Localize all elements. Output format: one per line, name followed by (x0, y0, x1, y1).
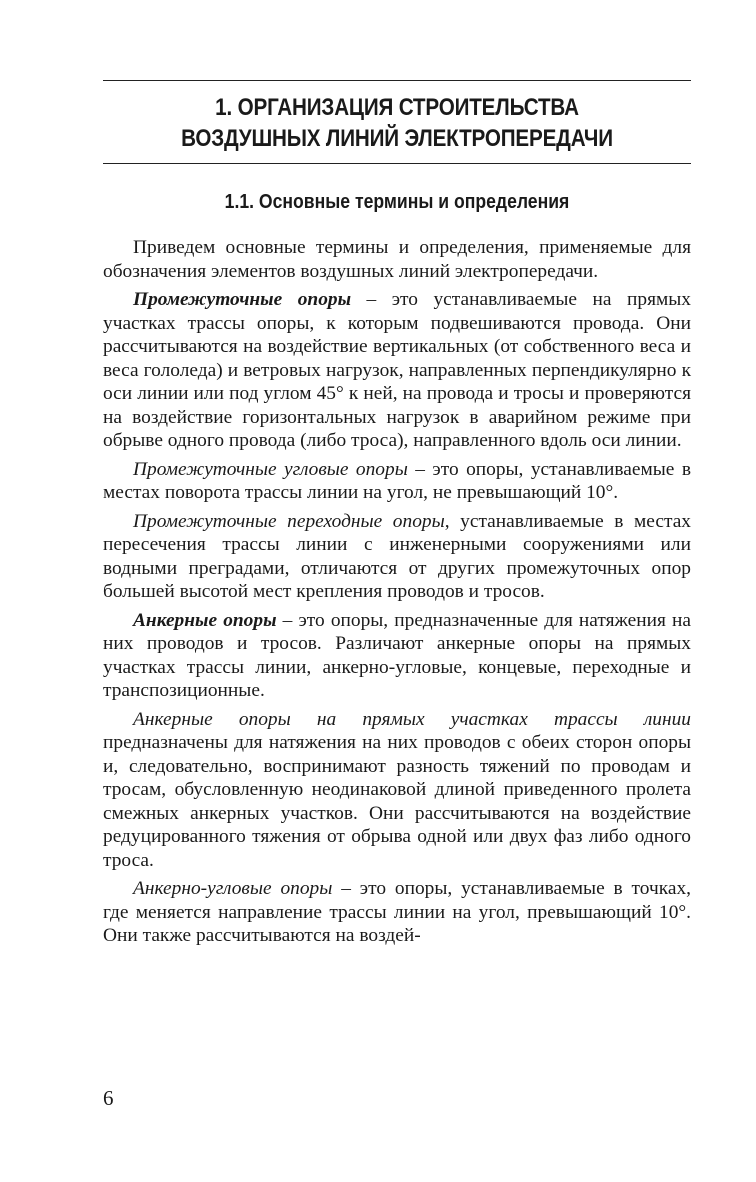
paragraph-anchor-straight-supports (103, 708, 691, 873)
page-number: 6 (103, 1086, 114, 1110)
bottom-rule (103, 163, 691, 164)
body-text (103, 236, 691, 948)
book-page (103, 0, 691, 1182)
term-bold-italic: Промежуточные опоры (133, 289, 352, 310)
paragraph-anchor-supports (103, 609, 691, 703)
paragraph-text: предназначены для натяжения на них проводов с обеих сторон опоры и, следовательно, воспринимают разность тяжений по проводам и тросам, обусловленную неодинаковой длиной приведенного пролета смежных анкерных участков. Они рассчитываются на воздействие редуцированного тяжения от обрыва одной или двух фаз либо одного троса. (103, 732, 691, 871)
paragraph-text: , устанавливаемые в местах пересечения трассы линии с инженерными сооружениями или водными преградами, отличаются от других промежуточных опор большей высотой мест крепления проводов и тросов. (103, 510, 691, 602)
paragraph-intermediate-supports (103, 288, 691, 453)
paragraph-text: – это опоры, предназначенные для натяжения на них проводов и тросов. Различают анкерные опоры на прямых участках трассы линии, анкерно-угловые, концевые, переходные и транспозиционные. (103, 609, 692, 701)
chapter-title (144, 92, 650, 154)
term-bold-italic: Анкерные опоры (133, 609, 277, 631)
paragraph-intro (103, 236, 691, 283)
paragraph-text: Приведем основные термины и определения, применяемые для обозначения элементов воздушных линий электропередачи. (103, 237, 691, 282)
chapter-title-line-2: ВОЗДУШНЫХ ЛИНИЙ ЭЛЕКТРОПЕРЕДАЧИ (181, 125, 613, 152)
top-rule (103, 80, 691, 81)
paragraph-intermediate-angle-supports (103, 458, 691, 505)
paragraph-intermediate-transition-supports (103, 510, 691, 604)
term-italic: Промежуточные угловые опоры (133, 458, 408, 480)
paragraph-text: – это устанавливаемые на прямых участках трассы опоры, к которым подвешиваются провода. Они рассчитываются на воздействие вертикальных (от собственного веса и веса гололеда) и ветровых нагрузок, направленных перпендикулярно к оси линии или под углом 45° к ней, на провода и тросы и проверяются на воздействие горизонтальных нагрузок в аварийном режиме при обрыве одного провода (либо троса), направленного вдоль оси линии. (103, 289, 691, 451)
section-title: 1.1. Основные термины и определения (224, 191, 570, 213)
term-italic: Промежуточные переходные опоры (133, 510, 445, 532)
term-italic: Анкерные опоры на прямых участках трассы линии (133, 708, 691, 730)
chapter-title-line-1: 1. ОРГАНИЗАЦИЯ СТРОИТЕЛЬСТВА (215, 94, 579, 121)
paragraph-anchor-angle-supports (103, 877, 691, 948)
paragraph-text: – это опоры, устанавливаемые в местах поворота трассы линии на угол, не превышающий 10°. (103, 458, 691, 503)
paragraph-text: – это опоры, устанавливаемые в точках, где меняется направление трассы линии на угол, превышающий 10°. Они также рассчитываются на воздей- (103, 878, 691, 946)
term-italic: Анкерно-угловые опоры (133, 878, 333, 899)
